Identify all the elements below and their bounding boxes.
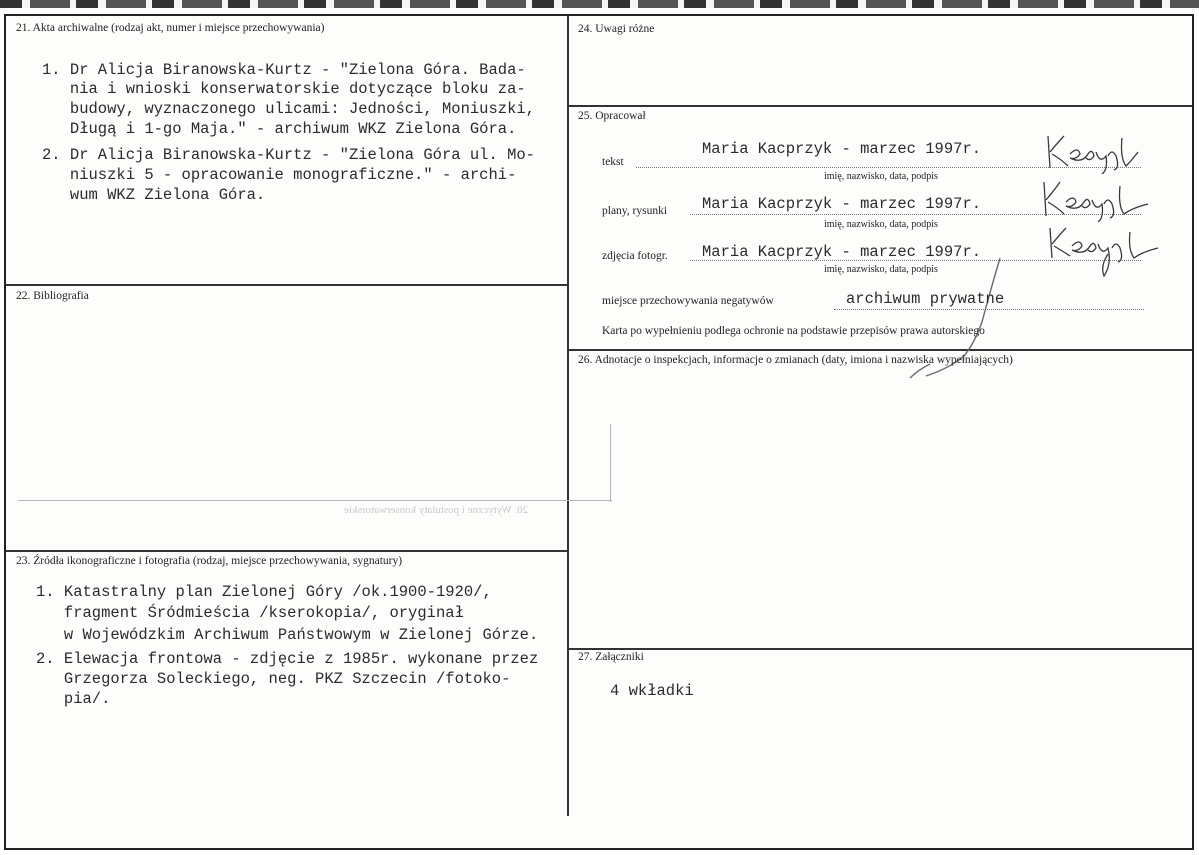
record-card — [4, 14, 1194, 850]
typed-line: w Wojewódzkim Archiwum Państwowym w Zielonej Górze. — [36, 626, 539, 644]
divider-22-23 — [6, 550, 567, 552]
divider-26-27 — [567, 648, 1192, 650]
legal-note: Karta po wypełnieniu podlega ochronie na podstawie przepisów prawa autorskiego — [602, 325, 985, 337]
row-label: zdjęcia fotogr. — [602, 250, 668, 262]
section-26-title: 26. Adnotacje o inspekcjach, informacje o zmianach (daty, imiona i nazwiska wypełniających) — [578, 354, 1013, 366]
typed-line: wum WKZ Zielona Góra. — [42, 186, 266, 204]
signature-mark — [1042, 224, 1166, 280]
divider-25-26 — [567, 349, 1192, 351]
signature-mark — [1036, 178, 1156, 222]
divider-24-25 — [567, 105, 1192, 107]
negatives-value: archiwum prywatne — [846, 290, 1005, 308]
typed-line: 1. Katastralny plan Zielonej Góry /ok.1900-1920/, — [36, 583, 492, 601]
typed-line: budowy, wyznaczonego ulicami: Jedności, Moniuszki, — [42, 100, 535, 118]
row-label: tekst — [602, 156, 624, 168]
row-caption: imię, nazwisko, data, podpis — [824, 219, 938, 230]
typed-line: Długą i 1-go Maja." - archiwum WKZ Zielona Góra. — [42, 120, 517, 138]
section-21-title: 21. Akta archiwalne (rodzaj akt, numer i miejsce przechowywania) — [16, 22, 325, 34]
typed-line: 2. Elewacja frontowa - zdjęcie z 1985r. wykonane przez — [36, 650, 539, 668]
negatives-label: miejsce przechowywania negatywów — [602, 295, 774, 307]
row-caption: imię, nazwisko, data, podpis — [824, 171, 938, 182]
center-divider — [567, 16, 569, 816]
scan-edge — [0, 0, 1199, 8]
signature-mark — [1042, 130, 1152, 174]
author-value: Maria Kacprzyk - marzec 1997r. — [702, 140, 982, 158]
show-through-text: 20. Wytyczne i postulaty konserwatorskie — [344, 504, 528, 516]
typed-line: niuszki 5 - opracowanie monograficzne." - archi- — [42, 166, 517, 184]
ghost-divider — [18, 500, 612, 501]
section-22-title: 22. Bibliografia — [16, 290, 89, 302]
row-caption: imię, nazwisko, data, podpis — [824, 264, 938, 275]
typed-line: fragment Śródmieścia /kserokopia/, oryginał — [36, 604, 464, 622]
section-25-title: 25. Opracował — [578, 110, 646, 122]
typed-line: 2. Dr Alicja Biranowska-Kurtz - "Zielona Góra ul. Mo- — [42, 146, 535, 164]
divider-21-22 — [6, 284, 567, 286]
section-23-title: 23. Źródła ikonograficzne i fotografia (rodzaj, miejsce przechowywania, sygnatury) — [16, 555, 403, 567]
typed-line: nia i wnioski konserwatorskie dotyczące bloku za- — [42, 80, 526, 98]
ghost-vertical — [610, 424, 611, 502]
typed-line: Grzegorza Soleckiego, neg. PKZ Szczecin /fotoko- — [36, 670, 511, 688]
section-27-title: 27. Załączniki — [578, 651, 644, 663]
author-value: Maria Kacprzyk - marzec 1997r. — [702, 243, 982, 261]
typed-line: 1. Dr Alicja Biranowska-Kurtz - "Zielona Góra. Bada- — [42, 61, 526, 79]
author-value: Maria Kacprzyk - marzec 1997r. — [702, 195, 982, 213]
attachments-value: 4 wkładki — [610, 682, 694, 700]
typed-line: pia/. — [36, 690, 111, 708]
row-label: plany, rysunki — [602, 205, 668, 217]
section-24-title: 24. Uwagi różne — [578, 23, 655, 35]
